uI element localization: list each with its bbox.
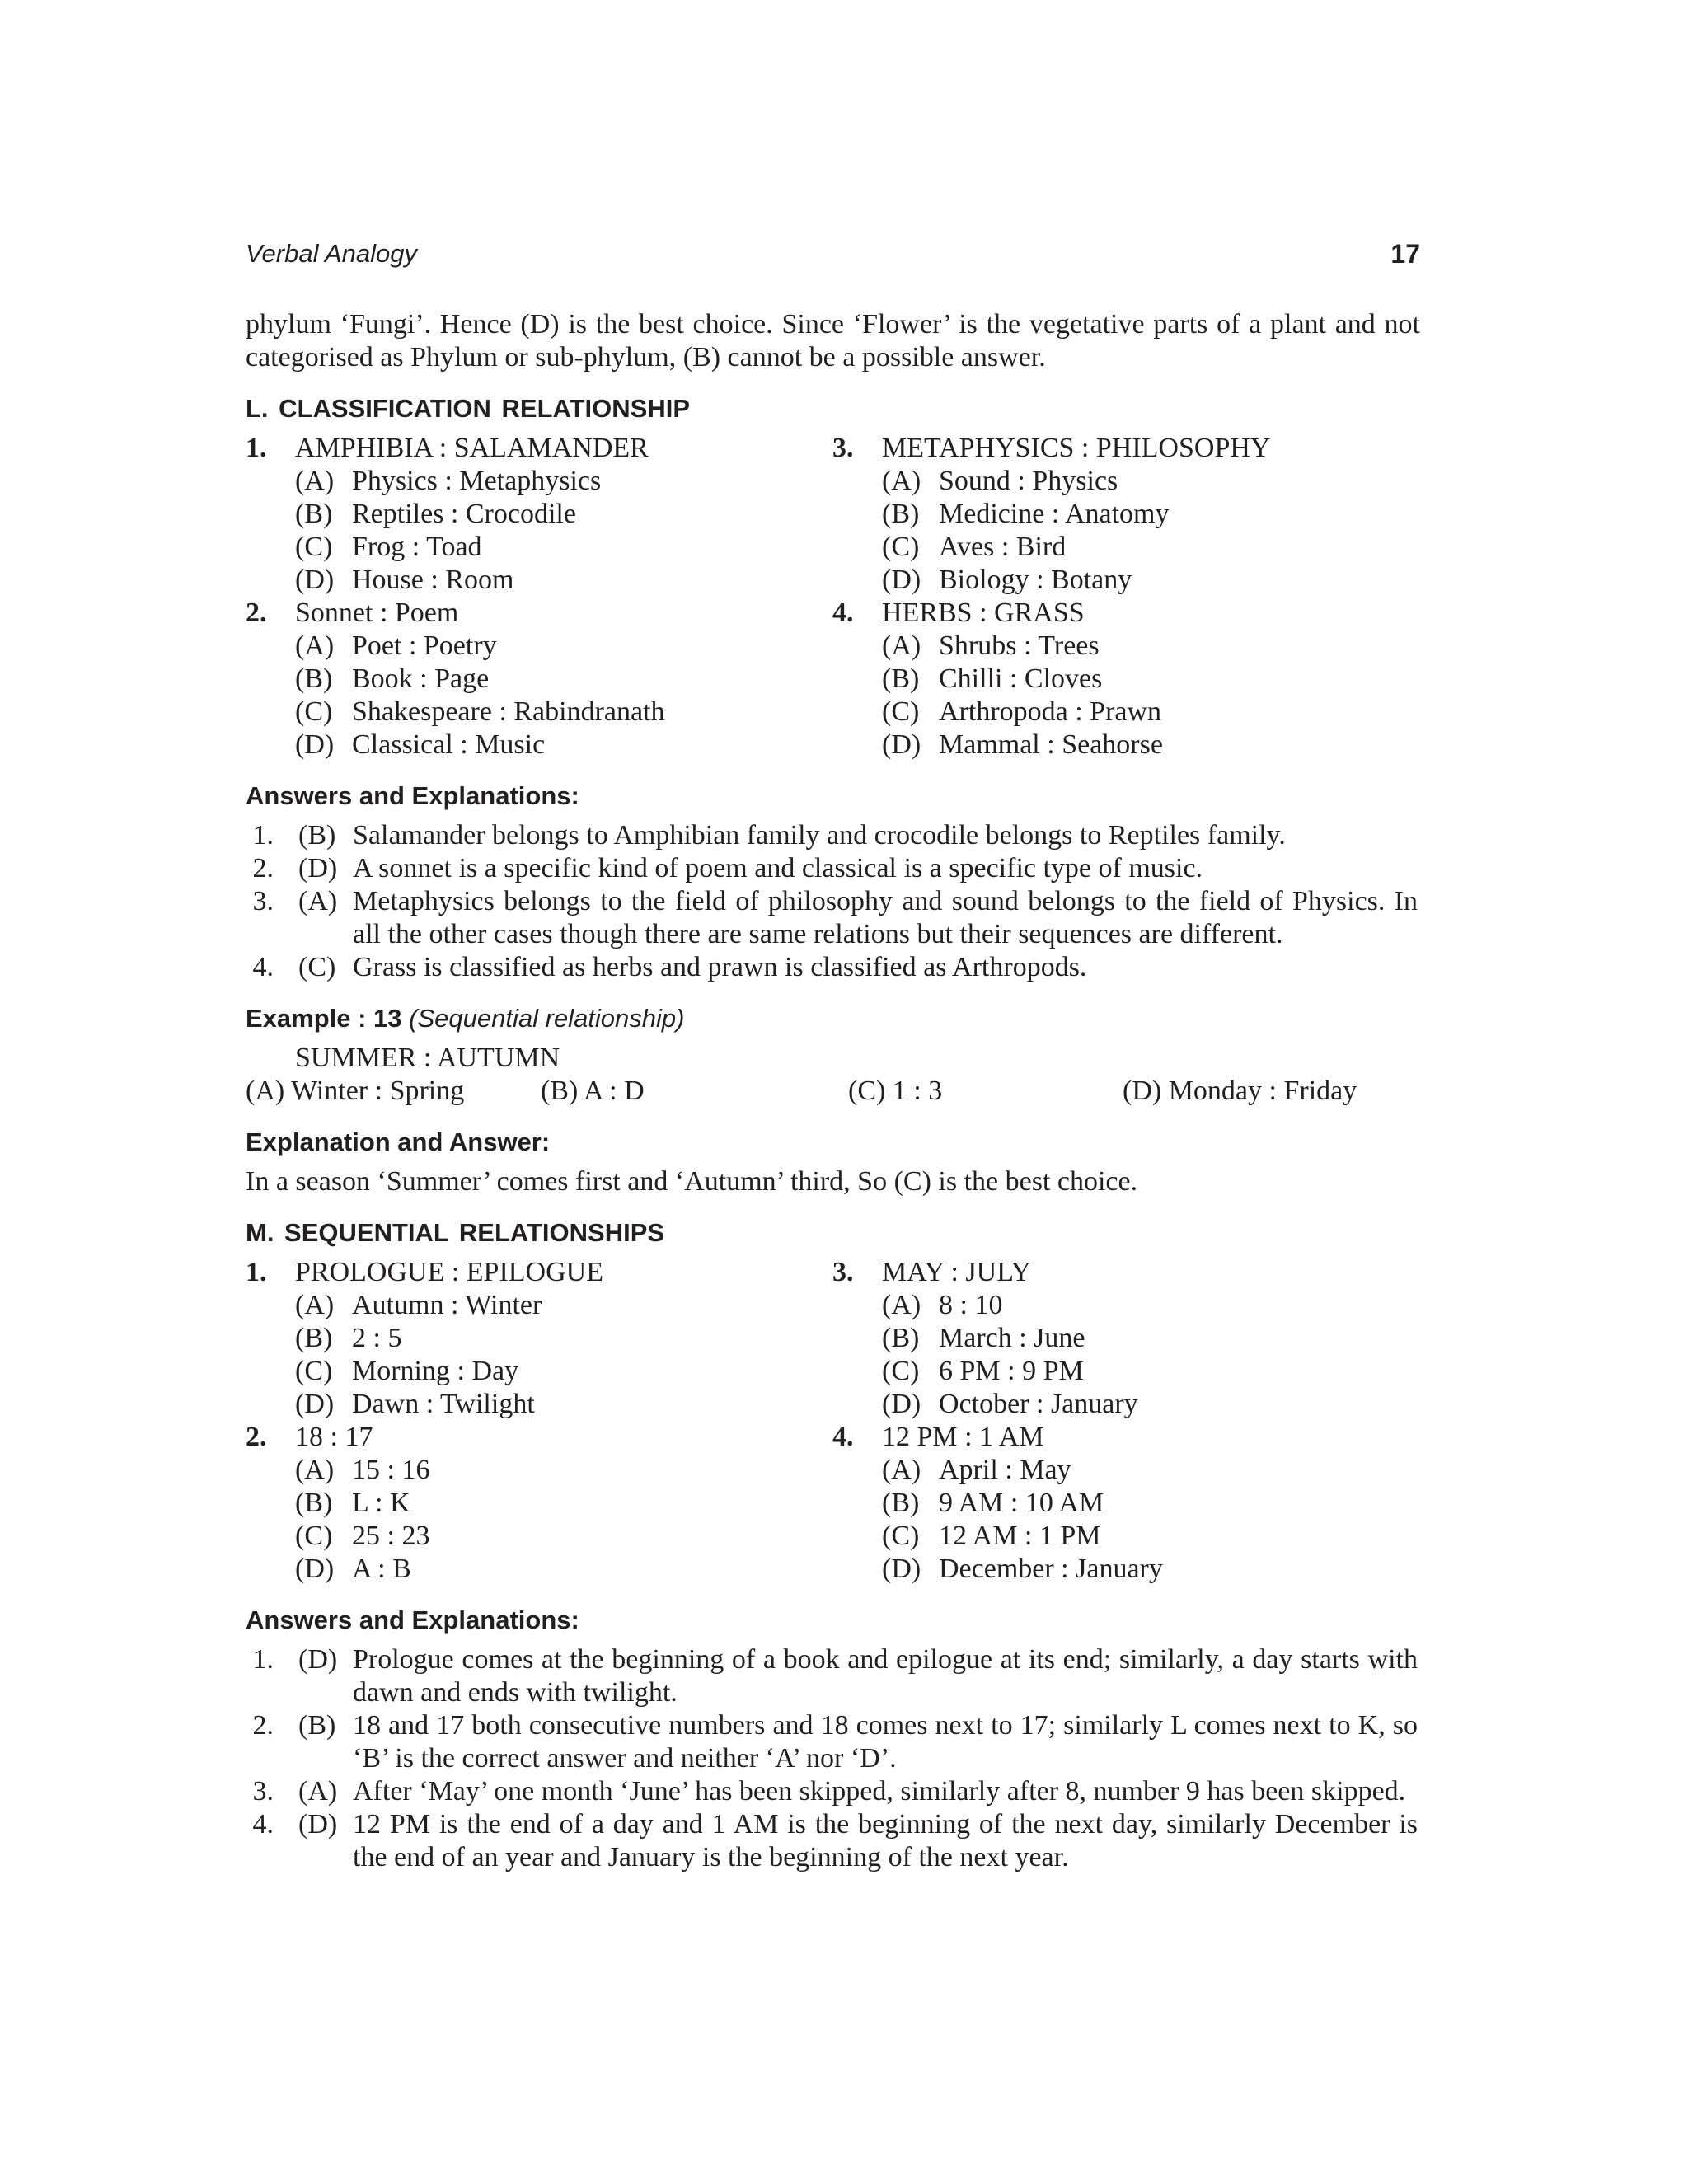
option-letter: (D) <box>882 1389 921 1419</box>
answer-letter: (A) <box>298 886 338 916</box>
question <box>246 597 832 762</box>
option-letter: (C) <box>882 696 920 727</box>
example-label: Example : 13 <box>246 1004 402 1033</box>
answer-item <box>246 1808 1420 1874</box>
option-letter: (A) <box>295 466 335 496</box>
answer-item <box>246 1709 1420 1775</box>
option-text: December : January <box>939 1554 1163 1584</box>
option-text: Sound : Physics <box>939 466 1118 496</box>
option-letter: (B) <box>295 1488 333 1518</box>
question-number: 2. <box>246 1422 267 1452</box>
section-heading: L. CLASSIFICATION RELATIONSHIP <box>246 394 691 423</box>
question-number: 2. <box>246 598 267 628</box>
example-option: (A) Winter : Spring <box>246 1076 465 1106</box>
answers-heading: Answers and Explanations: <box>246 1605 579 1634</box>
option-letter: (A) <box>882 1290 921 1320</box>
question-stem: METAPHYSICS : PHILOSOPHY <box>882 433 1271 463</box>
answer-item <box>246 951 1420 984</box>
option-text: 9 AM : 10 AM <box>939 1488 1104 1518</box>
page-header <box>246 239 1420 275</box>
option-text: Frog : Toad <box>352 532 482 562</box>
option-letter: (D) <box>882 565 921 595</box>
option-letter: (B) <box>882 499 920 529</box>
option-letter: (C) <box>295 696 333 727</box>
explanation-heading: Explanation and Answer: <box>246 1127 551 1156</box>
answer-number: 2. <box>252 853 274 883</box>
example-stem: SUMMER : AUTUMN <box>295 1043 560 1073</box>
answer-text: Prologue comes at the beginning of a book and epilogue at its end; similarly, a day starts with dawn and ends with twilight. <box>353 1644 1418 1708</box>
option-letter: (B) <box>882 1488 920 1518</box>
question-column-right <box>832 432 1419 762</box>
option-text: 12 AM : 1 PM <box>939 1521 1101 1551</box>
option-letter: (A) <box>882 466 921 496</box>
answer-letter: (C) <box>298 952 336 982</box>
answer-item <box>246 852 1420 885</box>
option-text: Morning : Day <box>352 1356 519 1386</box>
intro-paragraph <box>246 308 1420 374</box>
question-number: 4. <box>832 598 854 628</box>
explanation-text: In a season ‘Summer’ comes first and ‘Autumn’ third, So (C) is the best choice. <box>246 1166 1138 1197</box>
question <box>832 1421 1419 1586</box>
question-grid <box>246 1256 1420 1586</box>
question-stem: MAY : JULY <box>882 1257 1032 1287</box>
question-stem: 12 PM : 1 AM <box>882 1422 1044 1452</box>
question-column-left <box>246 432 832 762</box>
option-text: Physics : Metaphysics <box>352 466 602 496</box>
option-text: L : K <box>352 1488 410 1518</box>
example-options <box>246 1075 1420 1108</box>
question <box>246 432 832 597</box>
answer-text: Salamander belongs to Amphibian family and crocodile belongs to Reptiles family. <box>353 820 1286 851</box>
question-number: 1. <box>246 1257 267 1287</box>
option-letter: (A) <box>882 1455 921 1485</box>
page-body <box>246 308 1420 1874</box>
option-letter: (D) <box>882 1554 921 1584</box>
option-text: Arthropoda : Prawn <box>939 696 1162 727</box>
option-text: House : Room <box>352 565 514 595</box>
option-text: Dawn : Twilight <box>352 1389 535 1419</box>
answer-letter: (D) <box>298 853 338 883</box>
option-letter: (B) <box>882 663 920 694</box>
answer-letter: (B) <box>298 1710 336 1741</box>
answer-text: 18 and 17 both consecutive numbers and 18 comes next to 17; similarly L comes next to K, so ‘B’ is the correct answer and neither ‘A’ nor ‘D’. <box>353 1710 1418 1774</box>
running-title: Verbal Analogy <box>246 239 417 268</box>
option-letter: (C) <box>882 532 920 562</box>
example-option: (C) 1 : 3 <box>848 1076 943 1106</box>
example-subtitle: (Sequential relationship) <box>409 1004 685 1033</box>
example-option: (D) Monday : Friday <box>1123 1076 1357 1106</box>
page-number: 17 <box>1390 239 1420 269</box>
question <box>246 1421 832 1586</box>
question-number: 1. <box>246 433 267 463</box>
answer-text: 12 PM is the end of a day and 1 AM is the beginning of the next day, similarly December is the end of an year and January is the beginning of the next year. <box>353 1809 1418 1872</box>
answer-letter: (D) <box>298 1644 338 1675</box>
option-text: Poet : Poetry <box>352 630 497 661</box>
option-text: Shrubs : Trees <box>939 630 1100 661</box>
option-text: March : June <box>939 1323 1085 1353</box>
option-letter: (C) <box>882 1356 920 1386</box>
question-stem: AMPHIBIA : SALAMANDER <box>295 433 649 463</box>
option-letter: (A) <box>295 630 335 661</box>
question-column-right <box>832 1256 1419 1586</box>
option-letter: (D) <box>295 1389 335 1419</box>
answer-text: A sonnet is a specific kind of poem and classical is a specific type of music. <box>353 853 1203 883</box>
option-text: 2 : 5 <box>352 1323 402 1353</box>
option-text: April : May <box>939 1455 1071 1485</box>
answer-item <box>246 819 1420 852</box>
option-letter: (C) <box>882 1521 920 1551</box>
section-heading: M. SEQUENTIAL RELATIONSHIPS <box>246 1218 665 1247</box>
question-number: 3. <box>832 433 854 463</box>
option-text: 6 PM : 9 PM <box>939 1356 1084 1386</box>
example-option: (B) A : D <box>541 1076 645 1106</box>
option-letter: (A) <box>882 630 921 661</box>
option-text: Chilli : Cloves <box>939 663 1103 694</box>
answer-letter: (B) <box>298 820 336 851</box>
option-letter: (D) <box>295 565 335 595</box>
option-text: Book : Page <box>352 663 490 694</box>
intro-line: not categorised as Phylum or sub-phylum, (B) cannot be a possible answer. <box>246 309 1420 373</box>
answer-item <box>246 1775 1420 1808</box>
answer-item <box>246 1643 1420 1709</box>
question-stem: PROLOGUE : EPILOGUE <box>295 1257 603 1287</box>
question-stem: HERBS : GRASS <box>882 598 1085 628</box>
answer-item <box>246 885 1420 951</box>
answer-text: Grass is classified as herbs and prawn is classified as Arthropods. <box>353 952 1087 982</box>
question-stem: 18 : 17 <box>295 1422 373 1452</box>
question <box>832 1256 1419 1421</box>
question-number: 4. <box>832 1422 854 1452</box>
answer-number: 3. <box>252 1776 274 1807</box>
option-letter: (D) <box>882 729 921 760</box>
answer-letter: (D) <box>298 1809 338 1840</box>
option-text: Reptiles : Crocodile <box>352 499 576 529</box>
answer-number: 4. <box>252 1809 274 1840</box>
answer-number: 1. <box>252 820 274 851</box>
option-text: Aves : Bird <box>939 532 1067 562</box>
answer-number: 4. <box>252 952 274 982</box>
option-letter: (B) <box>295 499 333 529</box>
question <box>832 597 1419 762</box>
option-text: October : January <box>939 1389 1138 1419</box>
question-number: 3. <box>832 1257 854 1287</box>
option-letter: (A) <box>295 1455 335 1485</box>
intro-line: phylum ‘Fungi’. Hence (D) is the best choice. Since ‘Flower’ is the vegetative parts of a plant and <box>246 309 1376 340</box>
option-text: Medicine : Anatomy <box>939 499 1170 529</box>
option-letter: (C) <box>295 532 333 562</box>
option-text: 25 : 23 <box>352 1521 430 1551</box>
option-text: Biology : Botany <box>939 565 1132 595</box>
question <box>246 1256 832 1421</box>
option-letter: (B) <box>882 1323 920 1353</box>
question-stem: Sonnet : Poem <box>295 598 459 628</box>
option-text: Mammal : Seahorse <box>939 729 1163 760</box>
option-text: A : B <box>352 1554 411 1584</box>
option-letter: (A) <box>295 1290 335 1320</box>
option-text: Classical : Music <box>352 729 546 760</box>
option-letter: (C) <box>295 1356 333 1386</box>
answer-number: 3. <box>252 886 274 916</box>
option-letter: (D) <box>295 1554 335 1584</box>
answer-letter: (A) <box>298 1776 338 1807</box>
option-text: Shakespeare : Rabindranath <box>352 696 665 727</box>
answer-number: 1. <box>252 1644 274 1675</box>
option-text: 8 : 10 <box>939 1290 1003 1320</box>
option-letter: (B) <box>295 1323 333 1353</box>
question <box>832 432 1419 597</box>
answer-number: 2. <box>252 1710 274 1741</box>
answers-heading: Answers and Explanations: <box>246 781 579 810</box>
option-letter: (B) <box>295 663 333 694</box>
option-text: 15 : 16 <box>352 1455 430 1485</box>
answer-list <box>246 819 1420 984</box>
option-letter: (C) <box>295 1521 333 1551</box>
question-column-left <box>246 1256 832 1586</box>
question-grid <box>246 432 1420 762</box>
example-heading <box>246 1002 1420 1035</box>
answer-list <box>246 1643 1420 1874</box>
option-text: Autumn : Winter <box>352 1290 542 1320</box>
answer-text: Metaphysics belongs to the field of philosophy and sound belongs to the field of Physics. In all the other cases though there are same relations but their sequences are different. <box>353 886 1418 949</box>
option-letter: (D) <box>295 729 335 760</box>
answer-text: After ‘May’ one month ‘June’ has been skipped, similarly after 8, number 9 has been skipped. <box>353 1776 1406 1807</box>
